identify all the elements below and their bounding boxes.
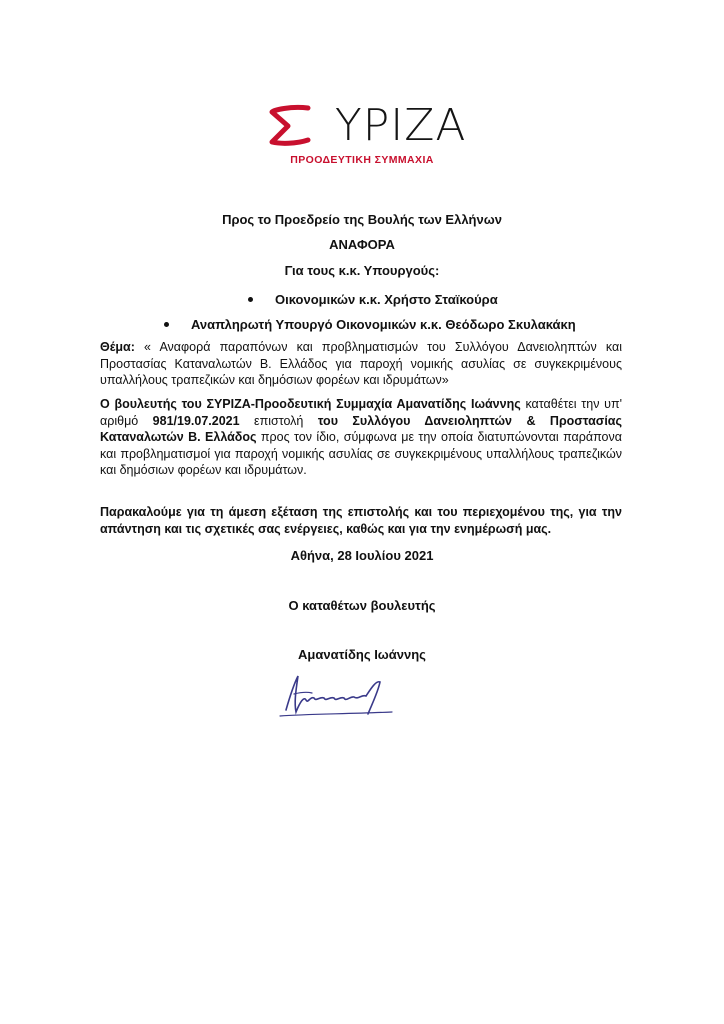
body-text: επιστολή (239, 413, 318, 428)
handwritten-signature (276, 666, 396, 726)
place-date: Αθήνα, 28 Ιουλίου 2021 (290, 548, 434, 563)
logo-subtitle: ΠΡΟΟΔΕΥΤΙΚΗ ΣΥΜΜΑΧΙΑ (290, 154, 434, 166)
bullet-icon (164, 322, 169, 327)
signatory-name: Αμανατίδης Ιωάννης (298, 647, 426, 662)
signatory-role: Ο καταθέτων βουλευτής (288, 598, 436, 613)
mp-statement: Ο βουλευτής του ΣΥΡΙΖΑ-Προοδευτική Συμμαχία Αμανατίδης Ιωάννης (100, 397, 521, 411)
subject-text: « Αναφορά παραπόνων και προβληματισμών του Συλλόγου Δανειοληπτών και Προστασίας Καταναλωτών Β. Ελλάδος για παροχή νομικής ασυλίας σε συγκεκριμένους υπαλλήλους τραπεζικών και δημόσιων φορέων και ιδρυμάτων» (100, 340, 622, 387)
body-paragraph-2: Παρακαλούμε για τη άμεση εξέταση της επιστολής και του περιεχομένου της, για την απάντηση και τις σχετικές σας ενέργειες, καθώς και για την ενημέρωσή μας. (100, 505, 622, 536)
bullet-icon (248, 297, 253, 302)
body-text: προς τον ίδιο, σύμφωνα με την οποία διατυπώνονται παράπονα και προβληματισμοί για παροχή νομικής ασυλίας σε συγκεκριμένους υπαλλήλους τραπεζικών και δημόσιων φορέων και ιδρυμάτων. (100, 430, 622, 477)
body-paragraph-1 (100, 396, 622, 479)
logo-wordmark (306, 96, 466, 156)
letter-reference: 981/19.07.2021 (152, 413, 240, 428)
syriza-logo (262, 96, 467, 176)
minister-name: Αναπληρωτή Υπουργό Οικονομικών κ.κ. Θεόδωρο Σκυλακάκη (191, 317, 576, 332)
organization-name: του Συλλόγου Δανειοληπτών & Προστασίας Καταναλωτών Β. Ελλάδος (100, 413, 622, 444)
minister-item-1 (248, 292, 498, 307)
logo-wordmark-rest: ΥΡΙΖΑ (334, 100, 467, 151)
document-type: ΑΝΑΦΟΡΑ (329, 237, 395, 252)
ministers-heading: Για τους κ.κ. Υπουργούς: (284, 263, 440, 278)
subject-label: Θέμα: (100, 340, 135, 354)
minister-item-2 (164, 317, 576, 332)
recipient-line: Προς το Προεδρείο της Βουλής των Ελλήνων (222, 212, 502, 227)
subject-paragraph (100, 339, 622, 389)
body-text: καταθέτει την υπ' αριθμό (100, 397, 623, 428)
minister-name: Οικονομικών κ.κ. Χρήστο Σταϊκούρα (275, 292, 498, 307)
